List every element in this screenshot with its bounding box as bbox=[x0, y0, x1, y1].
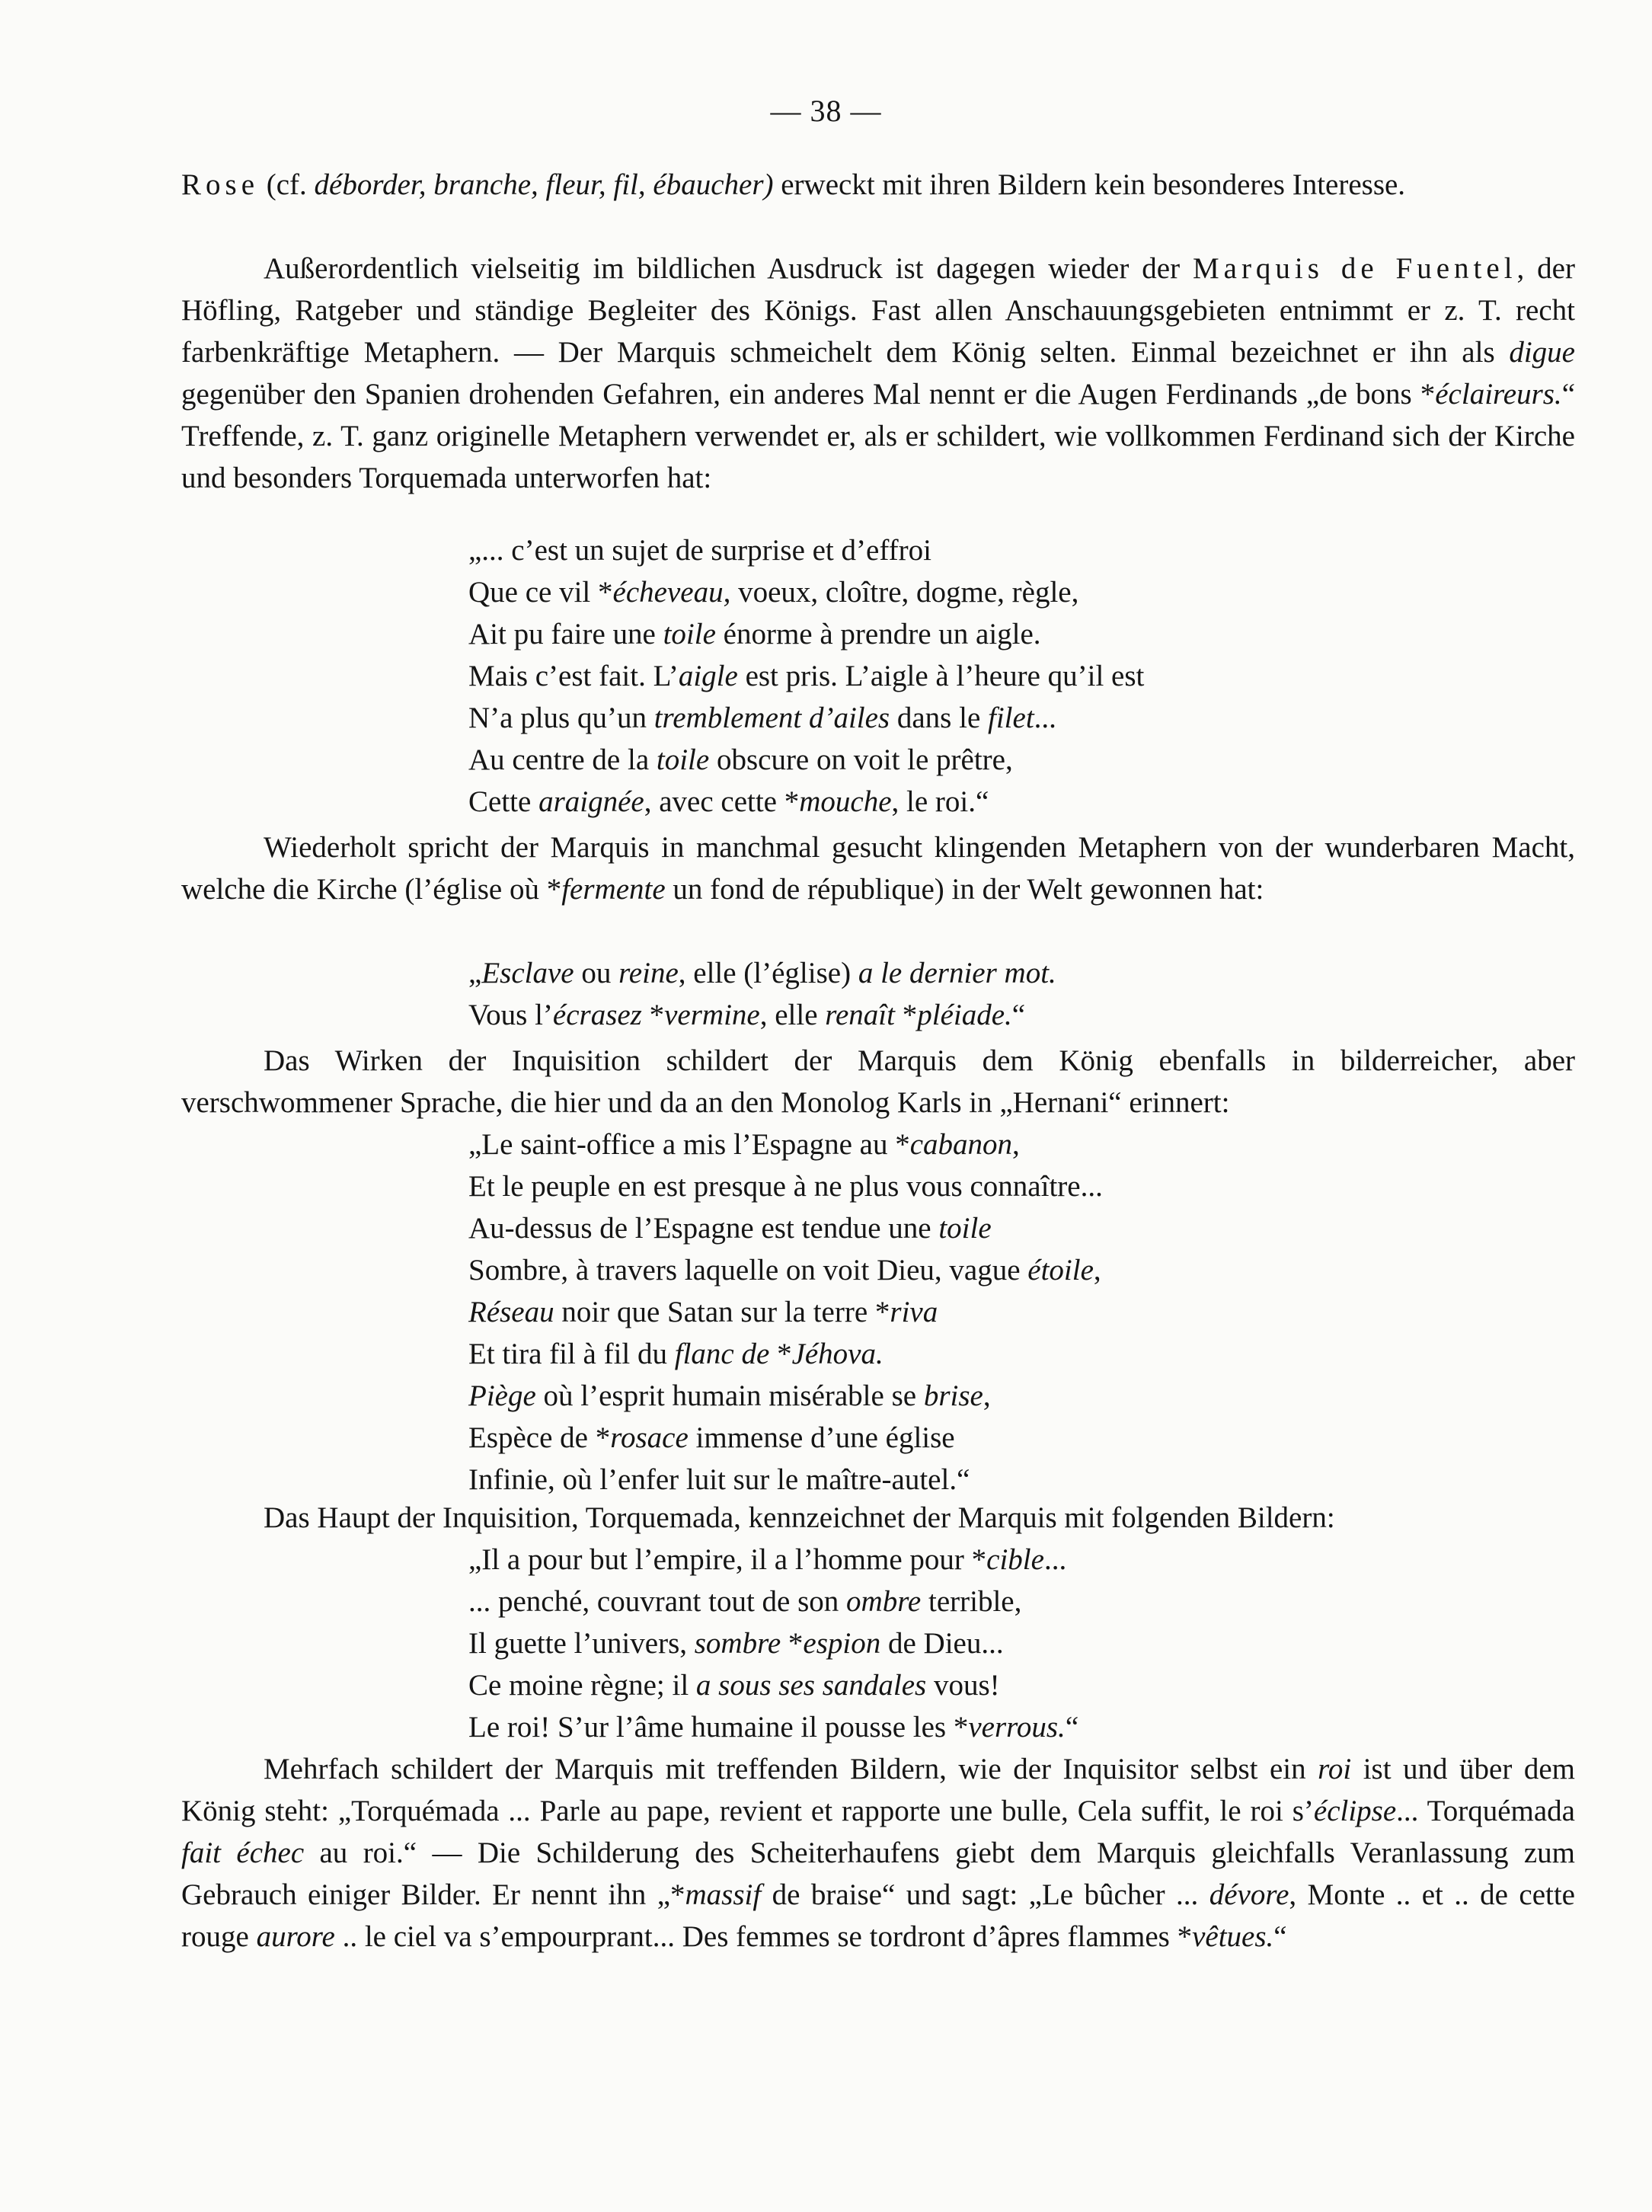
text-run: dans le bbox=[890, 702, 989, 734]
quotation-eglise bbox=[468, 952, 1558, 1036]
paragraph-torquemada bbox=[181, 1497, 1575, 1539]
verse-line bbox=[468, 1459, 1558, 1501]
text-run: , bbox=[1012, 1128, 1020, 1161]
spaced-name: Marquis de Fuentel bbox=[1192, 252, 1517, 285]
text-run: * bbox=[781, 1627, 804, 1660]
verse-line bbox=[468, 781, 1558, 823]
italic-term: écrasez bbox=[552, 999, 642, 1031]
text-run: ... penché, couvrant tout de son bbox=[468, 1585, 847, 1618]
italic-term: ombre bbox=[846, 1585, 922, 1618]
text-run: Sombre, à travers laquelle on voit Dieu, vague bbox=[468, 1254, 1028, 1287]
text-run: au roi.“ — Die Schilderung des Scheiterhaufens giebt dem Marquis gleichfalls Veranlassung zum Gebrauch einiger Bilder. Er nennt ihn „* bbox=[181, 1836, 1575, 1911]
text-run: erweckt mit ihren Bildern kein besonderes Interesse. bbox=[773, 168, 1406, 201]
italic-term: verrous. bbox=[968, 1711, 1066, 1744]
text-run: Vous l’ bbox=[468, 999, 553, 1031]
paragraph-rose bbox=[181, 164, 1575, 206]
text-run: , le roi.“ bbox=[891, 785, 989, 818]
text-run: , der Höfling, Ratgeber und ständige Begleiter des Königs. Fast allen Anschauungsgebieten entnimmt er z. T. recht farbenkräftige Metaphern. — Der Marquis schmeichelt dem König selten. Einmal bezeichnet er ihn als bbox=[181, 252, 1575, 369]
italic-term: tremblement d’ailes bbox=[653, 702, 890, 734]
spaced-name: Rose bbox=[181, 168, 259, 201]
text-run: immense d’une église bbox=[688, 1421, 955, 1454]
italic-term: a sous ses sandales bbox=[695, 1669, 927, 1702]
italic-term: araignée bbox=[538, 785, 644, 818]
italic-term: a le dernier mot. bbox=[858, 957, 1056, 989]
italic-term: Jéhova. bbox=[791, 1338, 884, 1370]
verse-line bbox=[468, 1375, 1558, 1417]
verse-line bbox=[468, 1622, 1558, 1664]
verse-line bbox=[468, 613, 1558, 655]
text-run: de Dieu... bbox=[880, 1627, 1004, 1660]
text-run: , avec cette * bbox=[644, 785, 800, 818]
paragraph-text bbox=[181, 826, 1575, 910]
italic-term: brise bbox=[923, 1379, 983, 1412]
text-run: , elle (l’église) bbox=[678, 957, 858, 989]
italic-term: filet bbox=[988, 702, 1034, 734]
text-run: énorme à prendre un aigle. bbox=[715, 618, 1041, 650]
text-run: „Le saint-office a mis l’Espagne au * bbox=[468, 1128, 910, 1161]
text-run: “ bbox=[1065, 1711, 1079, 1744]
text-run: Il guette l’univers, bbox=[468, 1627, 695, 1660]
text-run: vous! bbox=[926, 1669, 1000, 1702]
text-run: Que ce vil * bbox=[468, 576, 613, 609]
text-run: , bbox=[983, 1379, 991, 1412]
italic-term: sombre bbox=[694, 1627, 781, 1660]
text-run: „ bbox=[468, 957, 482, 989]
text-run: (cf. bbox=[259, 168, 315, 201]
text-run: „Il a pour but l’empire, il a l’homme pour * bbox=[468, 1543, 987, 1576]
verse-line bbox=[468, 994, 1558, 1036]
text-run: Le roi! S’ur l’âme humaine il pousse les * bbox=[468, 1711, 969, 1744]
italic-term: digue bbox=[1509, 336, 1575, 369]
italic-term: fait échec bbox=[181, 1836, 305, 1869]
text-run: gegenüber den Spanien drohenden Gefahren, ein anderes Mal nennt er die Augen Ferdinands „de bons * bbox=[181, 378, 1436, 411]
verse-line bbox=[468, 1249, 1558, 1291]
text-run: Ait pu faire une bbox=[468, 618, 663, 650]
italic-term: dévore bbox=[1209, 1878, 1289, 1911]
verse-line bbox=[468, 571, 1558, 613]
italic-term: renaît bbox=[825, 999, 895, 1031]
verse-line bbox=[468, 1291, 1558, 1333]
italic-term: éclaireurs. bbox=[1435, 378, 1562, 411]
italic-term: pléiade. bbox=[917, 999, 1012, 1031]
verse-line bbox=[468, 1664, 1558, 1706]
text-run: Cette bbox=[468, 785, 539, 818]
text-run: où l’esprit humain misérable se bbox=[535, 1379, 924, 1412]
page-number: — 38 — bbox=[770, 94, 882, 128]
text-run: , bbox=[1093, 1254, 1101, 1287]
text-run: * bbox=[641, 999, 665, 1031]
paragraph-text bbox=[181, 1040, 1575, 1124]
paragraph-kirche-macht bbox=[181, 826, 1575, 910]
italic-term: flanc de bbox=[674, 1338, 770, 1370]
text-run: noir que Satan sur la terre * bbox=[554, 1296, 890, 1328]
text-run: Au centre de la bbox=[468, 743, 657, 776]
paragraph-inquisition bbox=[181, 1040, 1575, 1124]
text-run: Außerordentlich vielseitig im bildlichen Ausdruck ist dagegen wieder der bbox=[264, 252, 1193, 285]
text-run: Das Wirken der Inquisition schildert der Marquis dem König ebenfalls in bilderreicher, aber verschwommener Sprache, die hier und da an den Monolog Karls in „Hernani“ erinnert: bbox=[181, 1044, 1575, 1119]
text-run: de braise“ und sagt: „Le bûcher ... bbox=[761, 1878, 1209, 1911]
italic-term: reine bbox=[618, 957, 679, 989]
paragraph-text bbox=[181, 164, 1575, 206]
italic-term: éclipse bbox=[1313, 1795, 1397, 1827]
italic-term: vêtues. bbox=[1192, 1920, 1274, 1953]
italic-term: roi bbox=[1318, 1753, 1352, 1785]
quotation-saint-office bbox=[468, 1124, 1558, 1501]
text-run: Ce moine règne; il bbox=[468, 1669, 696, 1702]
quotation-empire bbox=[468, 1539, 1558, 1748]
text-run: Mais c’est fait. L’ bbox=[468, 660, 679, 692]
paragraph-marquis-intro bbox=[181, 248, 1575, 499]
text-run: ... Torquémada bbox=[1396, 1795, 1575, 1827]
text-run: , elle bbox=[759, 999, 826, 1031]
italic-term: mouche bbox=[799, 785, 892, 818]
paragraph-inquisitor-roi bbox=[181, 1748, 1575, 1958]
verse-line bbox=[468, 1539, 1558, 1581]
italic-term: déborder, branche, fleur, fil, ébaucher) bbox=[314, 168, 774, 201]
text-run: ist und über dem König steht: „Torquémada ... Parle au pape, revient et rapporte une bulle, Cela suffit, le roi s’ bbox=[181, 1753, 1575, 1827]
text-run: voeux, cloître, dogme, règle, bbox=[730, 576, 1079, 609]
text-run: , Monte .. et .. de cette rouge bbox=[181, 1878, 1575, 1953]
verse-line bbox=[468, 952, 1558, 994]
italic-term: Réseau bbox=[468, 1296, 554, 1328]
text-run: Infinie, où l’enfer luit sur le maître-autel.“ bbox=[468, 1463, 970, 1496]
text-run: * bbox=[769, 1338, 792, 1370]
italic-term: fermente bbox=[561, 873, 666, 906]
italic-term: massif bbox=[685, 1878, 762, 1911]
text-run: „... c’est un sujet de surprise et d’effroi bbox=[468, 534, 931, 567]
verse-line bbox=[468, 1417, 1558, 1459]
text-run: N’a plus qu’un bbox=[468, 702, 654, 734]
text-run: Et le peuple en est presque à ne plus vous connaître... bbox=[468, 1170, 1103, 1203]
italic-term: aurore bbox=[256, 1920, 335, 1953]
text-run: * bbox=[894, 999, 918, 1031]
verse-line bbox=[468, 1207, 1558, 1249]
verse-line bbox=[468, 529, 1558, 571]
italic-term: espion bbox=[803, 1627, 881, 1660]
italic-term: cible bbox=[986, 1543, 1044, 1576]
paragraph-text bbox=[181, 248, 1575, 499]
verse-line bbox=[468, 1581, 1558, 1622]
text-run: Espèce de * bbox=[468, 1421, 611, 1454]
text-run: “ bbox=[1011, 999, 1026, 1031]
italic-term: riva bbox=[890, 1296, 938, 1328]
text-run: .. le ciel va s’empourprant... Des femmes se tordront d’âpres flammes * bbox=[334, 1920, 1193, 1953]
text-run: Das Haupt der Inquisition, Torquemada, kennzeichnet der Marquis mit folgenden Bildern: bbox=[264, 1501, 1335, 1534]
paragraph-text bbox=[181, 1748, 1575, 1958]
italic-term: vermine bbox=[664, 999, 760, 1031]
text-run: Mehrfach schildert der Marquis mit treffenden Bildern, wie der Inquisitor selbst ein bbox=[264, 1753, 1318, 1785]
text-run: “ bbox=[1273, 1920, 1287, 1953]
text-run: “ Treffende, z. T. ganz originelle Metaphern verwendet er, als er schildert, wie vollkommen Ferdinand sich der Kirche und besonders Torquemada unterworfen hat: bbox=[181, 378, 1575, 494]
verse-line bbox=[468, 697, 1558, 739]
verse-line bbox=[468, 655, 1558, 697]
quotation-toile-aigle bbox=[468, 529, 1558, 823]
text-run: un fond de république) in der Welt gewonnen hat: bbox=[665, 873, 1264, 906]
italic-term: toile bbox=[663, 618, 716, 650]
verse-line bbox=[468, 1706, 1558, 1748]
text-run: Au-dessus de l’Espagne est tendue une bbox=[468, 1212, 939, 1245]
italic-term: rosace bbox=[610, 1421, 689, 1454]
italic-term: toile bbox=[938, 1212, 992, 1245]
verse-line bbox=[468, 1165, 1558, 1207]
paragraph-text bbox=[181, 1497, 1575, 1539]
italic-term: étoile bbox=[1027, 1254, 1094, 1287]
text-run: ... bbox=[1043, 1543, 1067, 1576]
text-run: Et tira fil à fil du bbox=[468, 1338, 675, 1370]
italic-term: cabanon bbox=[909, 1128, 1013, 1161]
text-run: obscure on voit le prêtre, bbox=[709, 743, 1013, 776]
verse-line bbox=[468, 739, 1558, 781]
italic-term: aigle bbox=[678, 660, 738, 692]
italic-term: Piège bbox=[468, 1379, 536, 1412]
text-run: terrible, bbox=[921, 1585, 1022, 1618]
text-run: ... bbox=[1034, 702, 1056, 734]
italic-term: toile bbox=[656, 743, 710, 776]
text-run: est pris. L’aigle à l’heure qu’il est bbox=[737, 660, 1145, 692]
italic-term: écheveau, bbox=[612, 576, 731, 609]
italic-term: Esclave bbox=[481, 957, 574, 989]
text-run: ou bbox=[574, 957, 619, 989]
verse-line bbox=[468, 1333, 1558, 1375]
verse-line bbox=[468, 1124, 1558, 1165]
text-run: Wiederholt spricht der Marquis in manchmal gesucht klingenden Metaphern von der wunderbaren Macht, welche die Kirche (l’église où * bbox=[181, 831, 1575, 906]
